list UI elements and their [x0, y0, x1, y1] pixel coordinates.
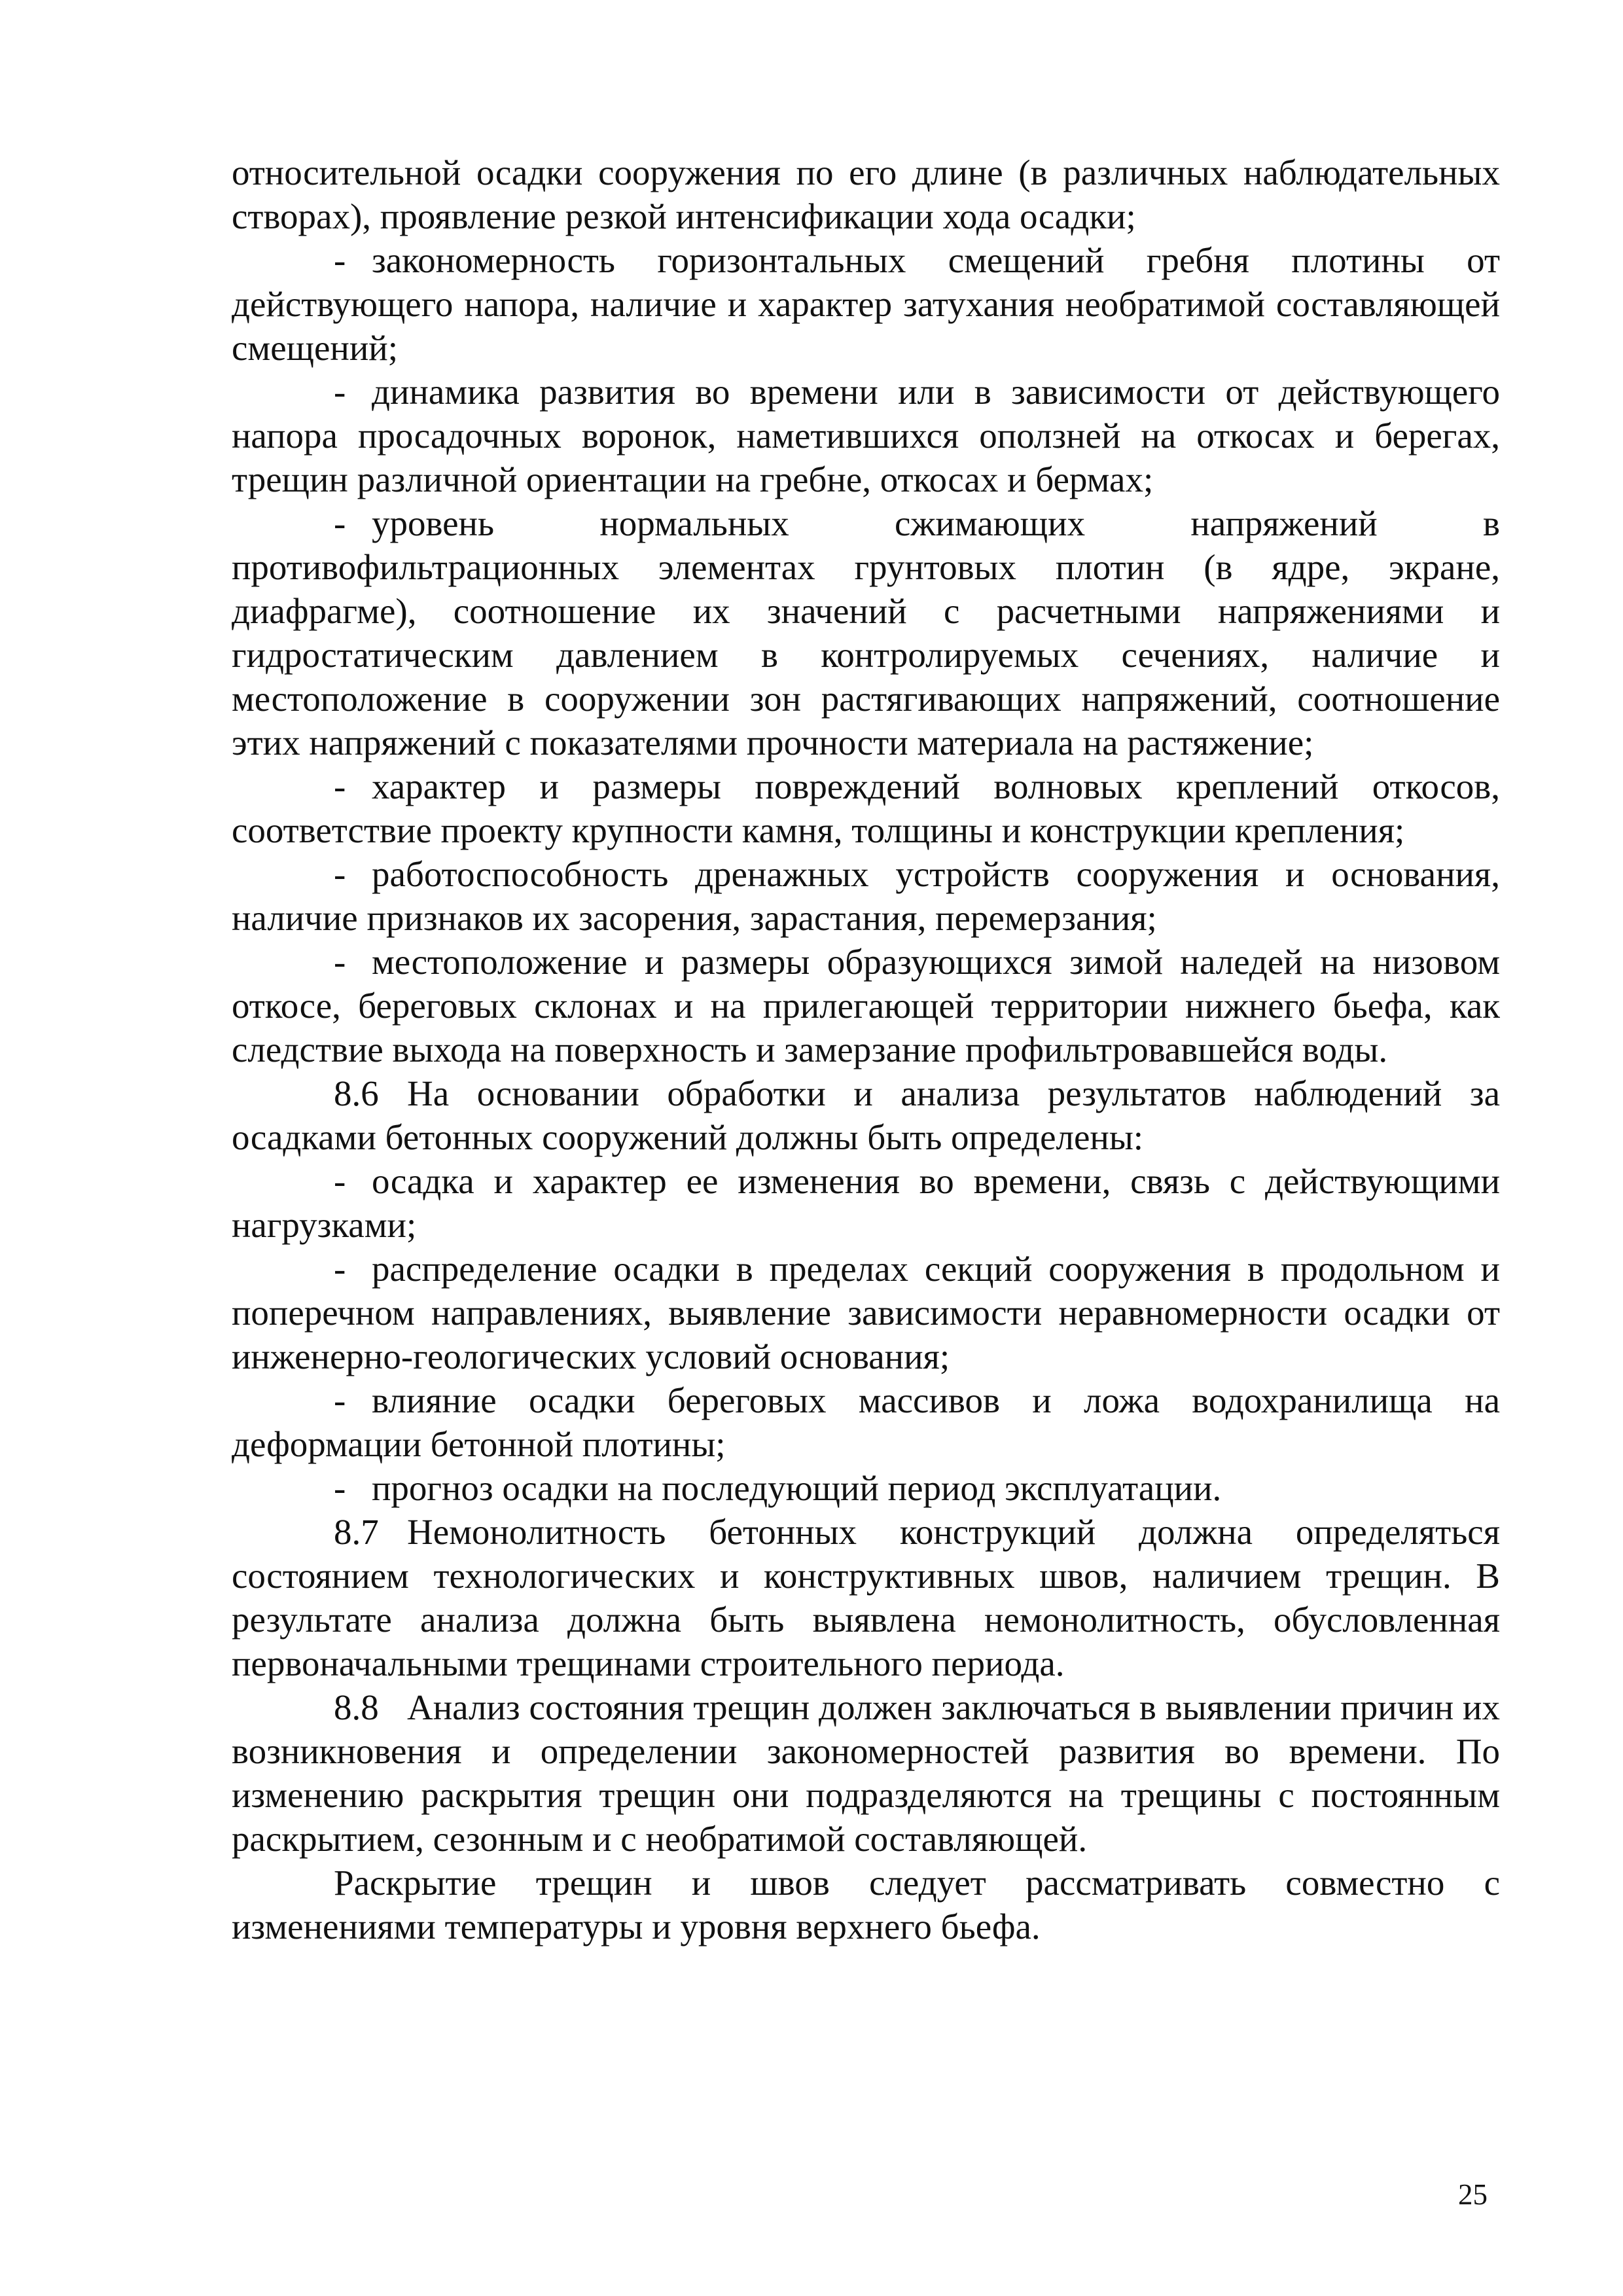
dash-marker: -: [334, 1161, 346, 1201]
section-text: Анализ состояния трещин должен заключаться в выявлении причин их возникновения и определении закономерностей развития во времени. По изменению раскрытия трещин они подразделяются на трещины с постоянным раскрытием, сезонным и с необратимой составляющей.: [232, 1687, 1500, 1859]
dash-marker: -: [334, 240, 346, 280]
bullet-item: [232, 940, 1500, 1071]
section-8-7: [232, 1510, 1500, 1685]
bullet-text: характер и размеры повреждений волновых креплений откосов, соответствие проекту крупности камня, толщины и конструкции крепления;: [232, 766, 1500, 850]
dash-marker: -: [334, 372, 346, 412]
bullet-text: распределение осадки в пределах секций сооружения в продольном и поперечном направлениях, выявление зависимости неравномерности осадки от инженерно-геологических условий основания;: [232, 1249, 1500, 1376]
dash-marker: -: [334, 854, 346, 894]
continuation-paragraph: относительной осадки сооружения по его длине (в различных наблюдательных створах), проявление резкой интенсификации хода осадки;: [232, 152, 1500, 236]
bullet-text: уровень нормальных сжимающих напряжений в противофильтрационных элементах грунтовых плотин (в ядре, экране, диафрагме), соотношение их значений с расчетными напряжениями и гидростатическим давлением в контролируемых сечениях, наличие и местоположение в сооружении зон растягивающих напряжений, соотношение этих напряжений с показателями прочности материала на растяжение;: [232, 503, 1500, 762]
section-text: На основании обработки и анализа результатов наблюдений за осадками бетонных сооружений должны быть определены:: [232, 1073, 1500, 1157]
dash-marker: -: [334, 1380, 346, 1420]
section-8-6: [232, 1071, 1500, 1159]
section-text: Немонолитность бетонных конструкций должна определяться состоянием технологических и конструктивных швов, наличием трещин. В результате анализа должна быть выявлена немонолитность, обусловленная первоначальными трещинами строительного периода.: [232, 1512, 1500, 1683]
section-number: 8.8: [334, 1687, 379, 1727]
bullet-text: прогноз осадки на последующий период эксплуатации.: [372, 1468, 1222, 1508]
closing-paragraph: Раскрытие трещин и швов следует рассматривать совместно с изменениями температуры и уровня верхнего бьефа.: [232, 1863, 1500, 1946]
bullet-text: влияние осадки береговых массивов и ложа водохранилища на деформации бетонной плотины;: [232, 1380, 1500, 1464]
bullet-item: [232, 238, 1500, 370]
bullet-text: местоположение и размеры образующихся зимой наледей на низовом откосе, береговых склонах и на прилегающей территории нижнего бьефа, как следствие выхода на поверхность и замерзание профильтровавшейся воды.: [232, 942, 1500, 1069]
bullet-text: динамика развития во времени или в зависимости от действующего напора просадочных воронок, наметившихся оползней на откосах и берегах, трещин различной ориентации на гребне, откосах и бермах;: [232, 372, 1500, 499]
dash-marker: -: [334, 942, 346, 982]
bullet-item: [232, 1159, 1500, 1247]
document-page: [232, 151, 1500, 1948]
bullet-item: [232, 852, 1500, 940]
dash-marker: -: [334, 1468, 346, 1508]
bullet-text: работоспособность дренажных устройств сооружения и основания, наличие признаков их засорения, зарастания, перемерзания;: [232, 854, 1500, 938]
bullet-text: закономерность горизонтальных смещений гребня плотины от действующего напора, наличие и характер затухания необратимой составляющей смещений;: [232, 240, 1500, 368]
section-8-8: [232, 1685, 1500, 1861]
dash-marker: -: [334, 503, 346, 543]
dash-marker: -: [334, 766, 346, 806]
bullet-item: [232, 764, 1500, 852]
section-number: 8.7: [334, 1512, 379, 1552]
page-number: 25: [1458, 2178, 1488, 2211]
bullet-item: [232, 501, 1500, 764]
bullet-item: [232, 1378, 1500, 1466]
bullet-item: [232, 370, 1500, 501]
bullet-text: осадка и характер ее изменения во времени, связь с действующими нагрузками;: [232, 1161, 1500, 1245]
section-number: 8.6: [334, 1073, 379, 1113]
bullet-item: [232, 1466, 1500, 1510]
dash-marker: -: [334, 1249, 346, 1289]
bullet-item: [232, 1247, 1500, 1378]
